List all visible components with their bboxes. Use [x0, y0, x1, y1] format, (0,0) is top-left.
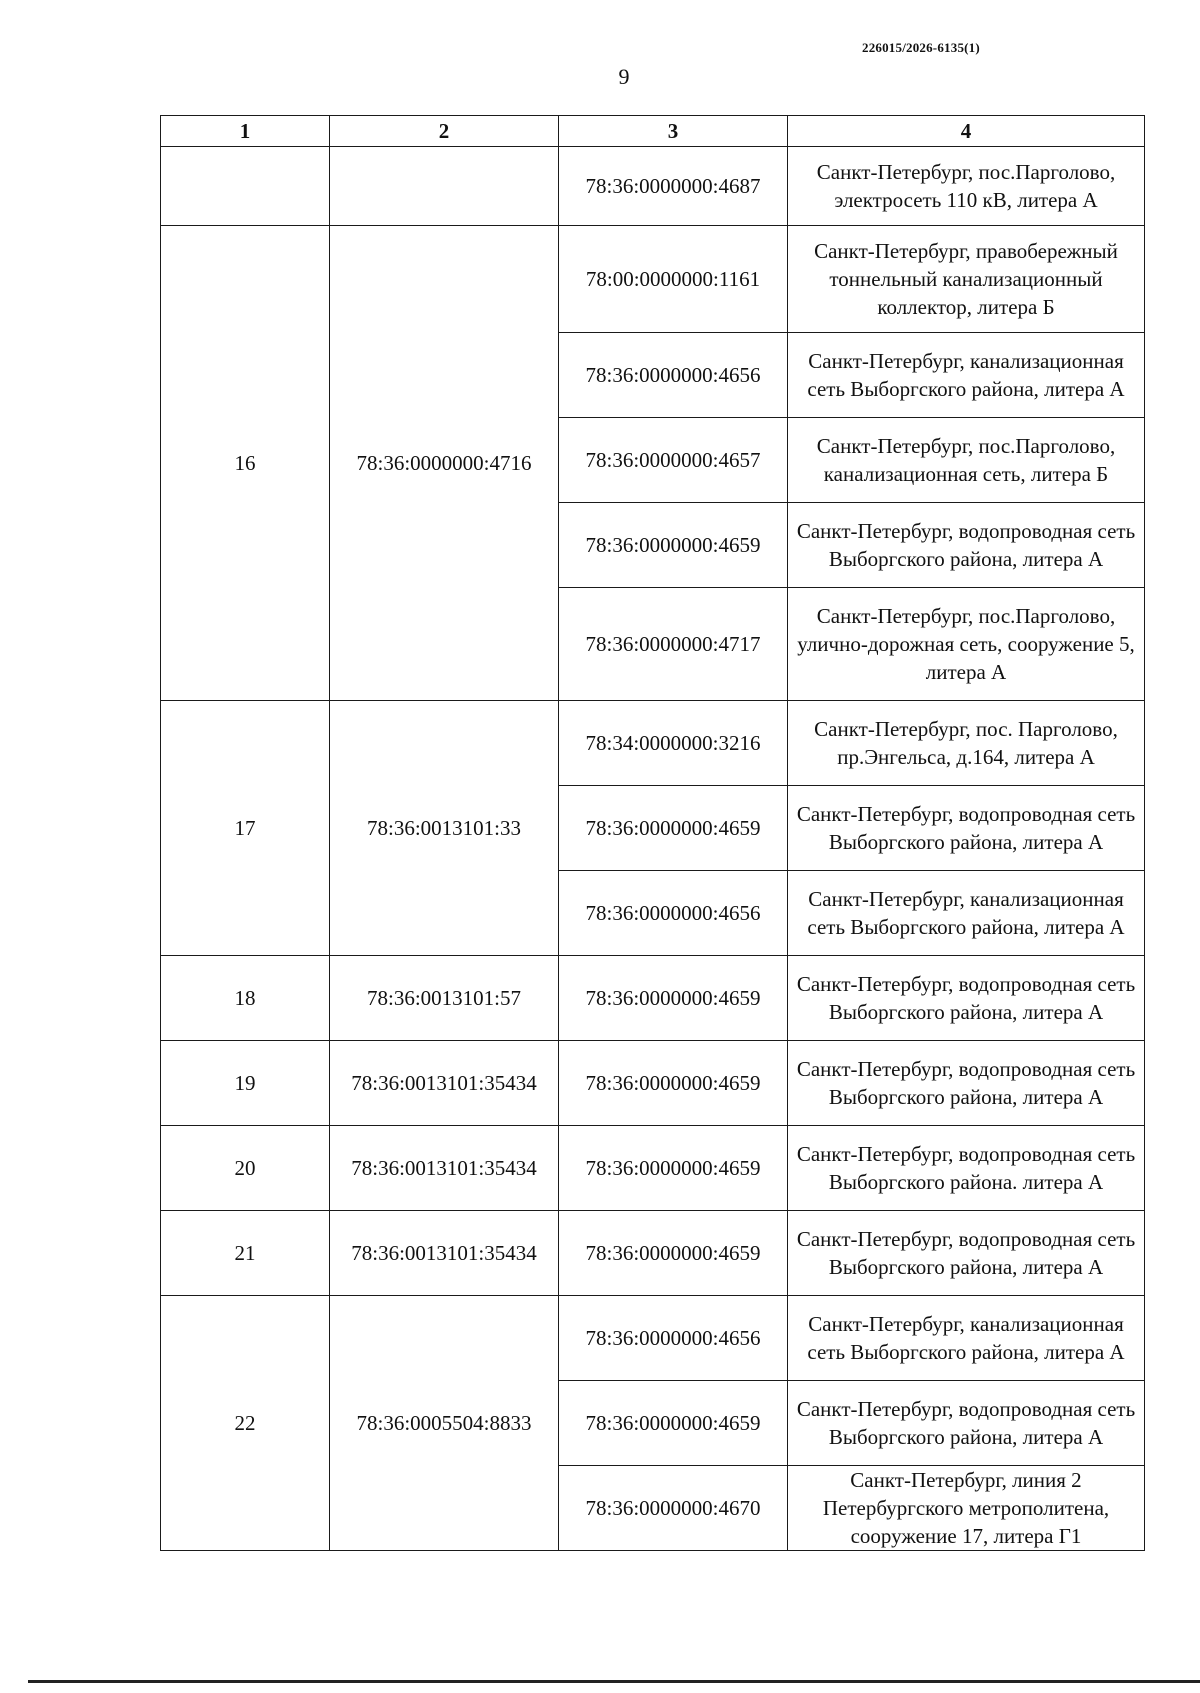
- object-number-cell: 78:36:0000000:4659: [559, 1381, 788, 1466]
- object-number-cell: 78:36:0000000:4659: [559, 1211, 788, 1296]
- object-number-cell: 78:36:0000000:4656: [559, 333, 788, 418]
- document-number: 226015/2026-6135(1): [862, 40, 980, 55]
- row-number-cell: 22: [161, 1296, 330, 1551]
- column-header-1: 1: [161, 116, 330, 147]
- object-address-cell: Санкт-Петербург, водопроводная сеть Выборгского района, литера А: [788, 503, 1145, 588]
- table-row: [161, 956, 1145, 1041]
- table-row: [161, 1041, 1145, 1126]
- table-row: [161, 1211, 1145, 1296]
- object-address-cell: Санкт-Петербург, водопроводная сеть Выборгского района, литера А: [788, 956, 1145, 1041]
- object-address-cell: Санкт-Петербург, водопроводная сеть Выборгского района, литера А: [788, 1381, 1145, 1466]
- row-number-cell: 16: [161, 226, 330, 701]
- parcel-number-cell: 78:36:0013101:35434: [330, 1126, 559, 1211]
- object-number-cell: 78:36:0000000:4656: [559, 871, 788, 956]
- column-header-2: 2: [330, 116, 559, 147]
- table-row: [161, 1296, 1145, 1381]
- object-number-cell: 78:36:0000000:4659: [559, 956, 788, 1041]
- object-address-cell: Санкт-Петербург, пос.Парголово, канализационная сеть, литера Б: [788, 418, 1145, 503]
- object-address-cell: Санкт-Петербург, канализационная сеть Выборгского района, литера А: [788, 871, 1145, 956]
- object-number-cell: 78:36:0000000:4670: [559, 1466, 788, 1551]
- parcel-number-cell: 78:36:0013101:35434: [330, 1211, 559, 1296]
- row-number-cell: 20: [161, 1126, 330, 1211]
- object-address-cell: Санкт-Петербург, пос.Парголово, улично-дорожная сеть, сооружение 5, литера А: [788, 588, 1145, 701]
- object-address-cell: Санкт-Петербург, водопроводная сеть Выборгского района, литера А: [788, 1211, 1145, 1296]
- row-number-cell: 18: [161, 956, 330, 1041]
- object-number-cell: 78:36:0000000:4659: [559, 503, 788, 588]
- object-number-cell: 78:36:0000000:4659: [559, 786, 788, 871]
- parcel-number-cell: 78:36:0013101:57: [330, 956, 559, 1041]
- object-address-cell: Санкт-Петербург, водопроводная сеть Выборгского района, литера А: [788, 786, 1145, 871]
- object-number-cell: 78:36:0000000:4687: [559, 147, 788, 226]
- row-number-cell: 21: [161, 1211, 330, 1296]
- parcel-number-cell: [330, 147, 559, 226]
- table-row: [161, 226, 1145, 333]
- parcel-number-cell: 78:36:0013101:35434: [330, 1041, 559, 1126]
- row-number-cell: 17: [161, 701, 330, 956]
- object-number-cell: 78:36:0000000:4659: [559, 1126, 788, 1211]
- table-row: [161, 701, 1145, 786]
- table-row: [161, 1126, 1145, 1211]
- object-number-cell: 78:36:0000000:4659: [559, 1041, 788, 1126]
- column-header-4: 4: [788, 116, 1145, 147]
- scan-edge-line: [28, 1680, 1200, 1683]
- object-number-cell: 78:36:0000000:4657: [559, 418, 788, 503]
- object-address-cell: Санкт-Петербург, линия 2 Петербургского метрополитена, сооружение 17, литера Г1: [788, 1466, 1145, 1551]
- object-number-cell: 78:00:0000000:1161: [559, 226, 788, 333]
- row-number-cell: 19: [161, 1041, 330, 1126]
- parcel-number-cell: 78:36:0013101:33: [330, 701, 559, 956]
- object-address-cell: Санкт-Петербург, канализационная сеть Выборгского района, литера А: [788, 1296, 1145, 1381]
- page-number: 9: [618, 64, 630, 89]
- object-address-cell: Санкт-Петербург, пос.Парголово, электросеть 110 кВ, литера А: [788, 147, 1145, 226]
- column-header-3: 3: [559, 116, 788, 147]
- object-address-cell: Санкт-Петербург, водопроводная сеть Выборгского района. литера А: [788, 1126, 1145, 1211]
- row-number-cell: [161, 147, 330, 226]
- object-address-cell: Санкт-Петербург, правобережный тоннельный канализационный коллектор, литера Б: [788, 226, 1145, 333]
- object-address-cell: Санкт-Петербург, пос. Парголово, пр.Энгельса, д.164, литера А: [788, 701, 1145, 786]
- parcel-number-cell: 78:36:0000000:4716: [330, 226, 559, 701]
- parcel-number-cell: 78:36:0005504:8833: [330, 1296, 559, 1551]
- object-address-cell: Санкт-Петербург, водопроводная сеть Выборгского района, литера А: [788, 1041, 1145, 1126]
- object-number-cell: 78:36:0000000:4717: [559, 588, 788, 701]
- object-address-cell: Санкт-Петербург, канализационная сеть Выборгского района, литера А: [788, 333, 1145, 418]
- table-header-row: [161, 116, 1145, 147]
- table-row: [161, 147, 1145, 226]
- register-table: [160, 115, 1145, 1551]
- object-number-cell: 78:36:0000000:4656: [559, 1296, 788, 1381]
- object-number-cell: 78:34:0000000:3216: [559, 701, 788, 786]
